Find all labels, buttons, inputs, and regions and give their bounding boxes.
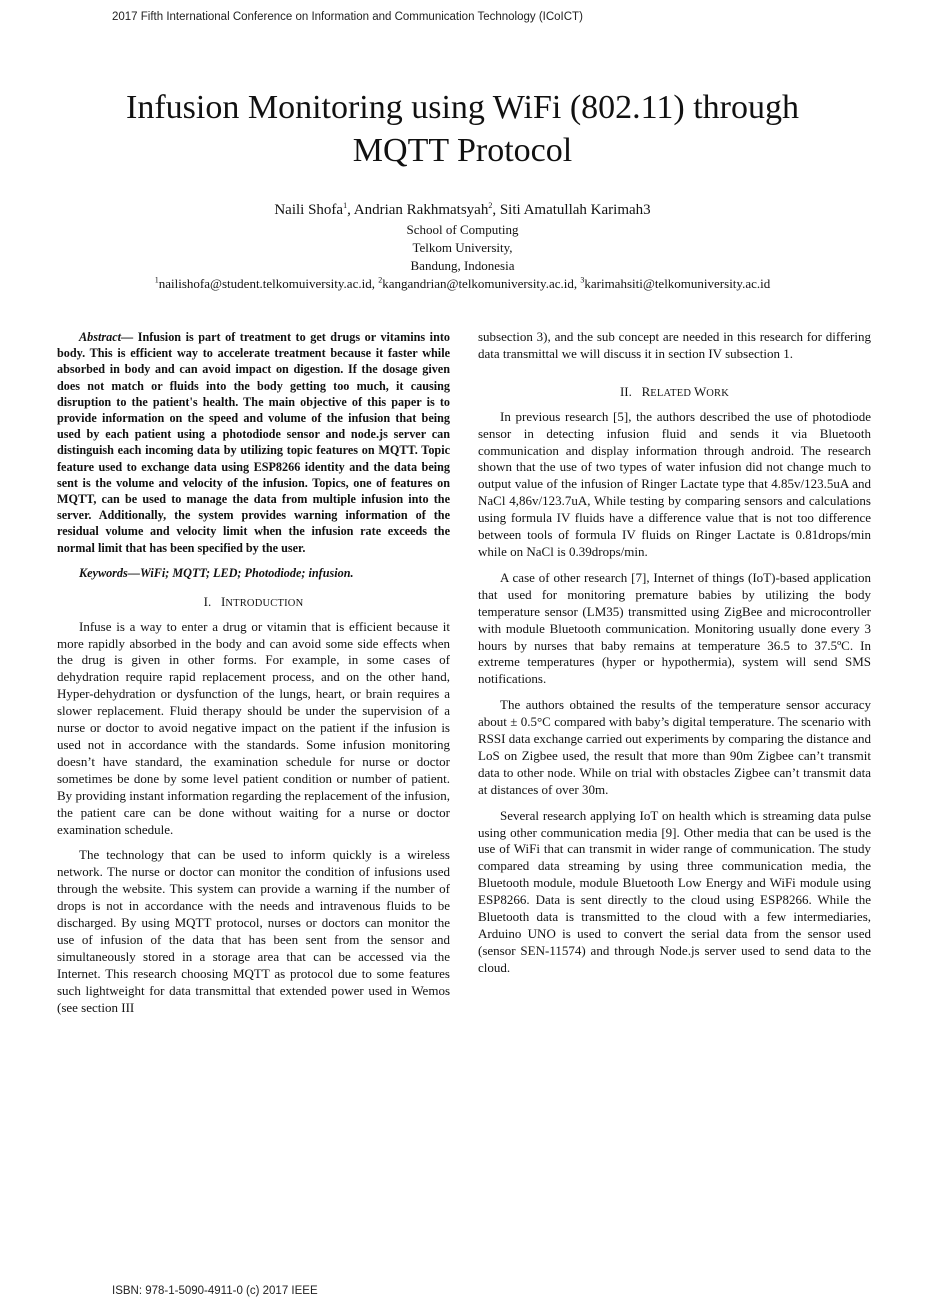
title-line-1: Infusion Monitoring using WiFi (802.11) through: [126, 89, 799, 126]
section-heading-related-work: [478, 384, 871, 403]
section-2-initial: R: [641, 383, 651, 399]
author-2: Andrian Rakhmatsyah: [353, 202, 489, 218]
author-list: Naili Shofa$^1$, Andrian Rakhmatsyah$^2$, Siti Amatullah Karimah3: [274, 201, 651, 218]
abstract: [57, 329, 450, 556]
author-emails: [40, 275, 885, 293]
intro-paragraph-2-continued: subsection 3), and the sub concept are needed in this research for differing data transmittal we will discuss it in section IV subsection 1.: [478, 329, 871, 361]
related-work-paragraph-2: A case of other research [7], Internet of things (IoT)-based application that used for monitoring premature babies by utilizing the body temperature sensor (LM35) transmitted using ZigBee and microcontroller with module Bluetooth communication. Monitoring usually done every 3 hours by nurses that baby remains at temperature 36.5 to 37.5ºC. In extreme temperatures (hyper or hypothermia), system will send SMS notifications.: [478, 569, 871, 687]
email-1-sup: 1: [154, 275, 159, 285]
affiliation-block: [40, 221, 885, 293]
section-2-rest-2: ORK: [706, 387, 730, 399]
section-2-number: II.: [619, 383, 632, 399]
related-work-paragraph-1: In previous research [5], the authors described the use of photodiode sensor in detecting infusion fluid and sends it via Bluetooth communication and display information through android. The research shown that the use of two types of water infusion did not change much to output value of the infusion of Ringer Lactate type that 4.85v/123.5uA and NaCl 4,86v/123.7uA, While testing by comparing sensors and calculations using formula IV fluids have a difference value that is not too difference between tools of formula IV fluids on Ringer Lactate is 0.81drops/min while on NaCl is 0.39drops/min.: [478, 408, 871, 559]
section-2-rest: ELATED: [650, 387, 694, 399]
left-column: [57, 329, 450, 1017]
title-line-2: MQTT Protocol: [352, 132, 573, 169]
keywords: Keywords—WiFi; MQTT; LED; Photodiode; infusion.: [79, 565, 354, 580]
section-1-initial: I: [220, 593, 226, 609]
author-3: Siti Amatullah Karimah3: [499, 202, 651, 218]
abstract-text: Infusion is part of treatment to get drugs or vitamins into body. This is efficient way to accelerate treatment because it faster while absorbed in body and can avoid impact on digestion. If the dosage given does not match or fluids into the body getting too much, it causing disruption to the patient's health. The main objective of this paper is to provide information on the speed and volume of the infusion that being used by each patient using a photodiode sensor and node.js server can distinguish each incoming data by utilizing topic features on MQTT. Topic feature used to exchange data using ESP8266 identity and the data being sent is the volume and velocity of the infusion. Topics, one of features on MQTT, can be used to manage the data from multiple infusion into the server. Additionally, the system provides warning information of the residual volume and velocity limit when the infusion rate exceeds the normal limit that has been specified by the user.: [57, 330, 450, 555]
affiliation-university: Telkom University,: [412, 240, 513, 255]
intro-paragraph-1: Infuse is a way to enter a drug or vitamin that is efficient because it more rapidly absorbed in the body and can avoid some side effects when the drug is given in other forms. For example, in some cases of dehydration require rapid replacement process, and on the other hand, Hyper-dehydration or dysfunction of the lungs, heart, or brain requires a slower replacement. Fluid therapy should be under the supervision of a nurse or doctor to avoid negative impact on the patient if the infusion is used not in accordance with the standards. Some infusion monitoring doesn’t have standard, the examination schedule for nurse or doctor sometimes be done by some level patient condition or number of patient. By providing instant information regarding the replacement of the infusion, the patient care can be done without waiting for a nurse or doctor examination schedule.: [57, 618, 450, 837]
email-3: karimahsiti@telkomuniversity.ac.id: [584, 276, 771, 291]
related-work-paragraph-4: Several research applying IoT on health which is streaming data pulse using other communication media [9]. Other media that can be used is the use of WiFi that can transmit in wider range of communication. The study compared data streaming by using three communication media, the Bluetooth module, module Bluetooth Low Energy and WiFi module using ESP8266. Data is sent directly to the cloud using ESP8266. While the Bluetooth data is transmitted to the cloud with a few intermediaries, Arduino UNO is used to convert the serial data from the sensor used (sensor SEN-11574) and through Node.js server used to send data to the cloud.: [478, 807, 871, 975]
paper-title: [40, 86, 885, 172]
abstract-label: Abstract—: [79, 330, 134, 344]
email-3-sup: 3: [580, 275, 585, 285]
affiliation-city: Bandung, Indonesia: [410, 258, 515, 273]
email-1: nailishofa@student.telkomuiversity.ac.id,: [158, 276, 379, 291]
author-2-sup: 2: [488, 201, 493, 210]
section-2-initial-2: W: [693, 383, 707, 399]
section-1-rest: NTRODUCTION: [225, 597, 304, 609]
related-work-paragraph-3: The authors obtained the results of the temperature sensor accuracy about ± 0.5°C compared with baby’s digital temperature. The scenario with RSSI data exchange carried out experiments by comparing the distance and LoS on Zigbee used, the result that more than 90m Zigbee can’t transmit data to other node. While on trial with obstacles Zigbee can’t transmit data at distances of over 30m.: [478, 697, 871, 797]
isbn-footer: ISBN: 978-1-5090-4911-0 (c) 2017 IEEE: [112, 1285, 318, 1297]
author-1-sup: 1: [343, 201, 348, 210]
affiliation-school: School of Computing: [406, 222, 519, 237]
email-2: kangandrian@telkomuniversity.ac.id,: [382, 276, 581, 291]
author-1: Naili Shofa: [274, 202, 344, 218]
email-2-sup: 2: [378, 275, 383, 285]
intro-paragraph-2: The technology that can be used to inform quickly is a wireless network. The nurse or doctor can monitor the condition of infusions used through the website. This system can provide a warning if the number of drops is not in accordance with the needs and intravenous fluids to be discharged. By using MQTT protocol, nurses or doctors can monitor the use of infusion of the data that has been sent from the sensor and simultaneously stored in a storage area that can be accessed via the Internet. This research choosing MQTT as protocol due to some features such lightweight for data transmittal that extended power used in Wemos (see section III: [57, 847, 450, 1015]
right-column: [478, 329, 871, 977]
conference-header: 2017 Fifth International Conference on Information and Communication Technology (ICoICT): [112, 11, 583, 23]
section-1-number: I.: [203, 593, 212, 609]
section-heading-introduction: [57, 594, 450, 613]
